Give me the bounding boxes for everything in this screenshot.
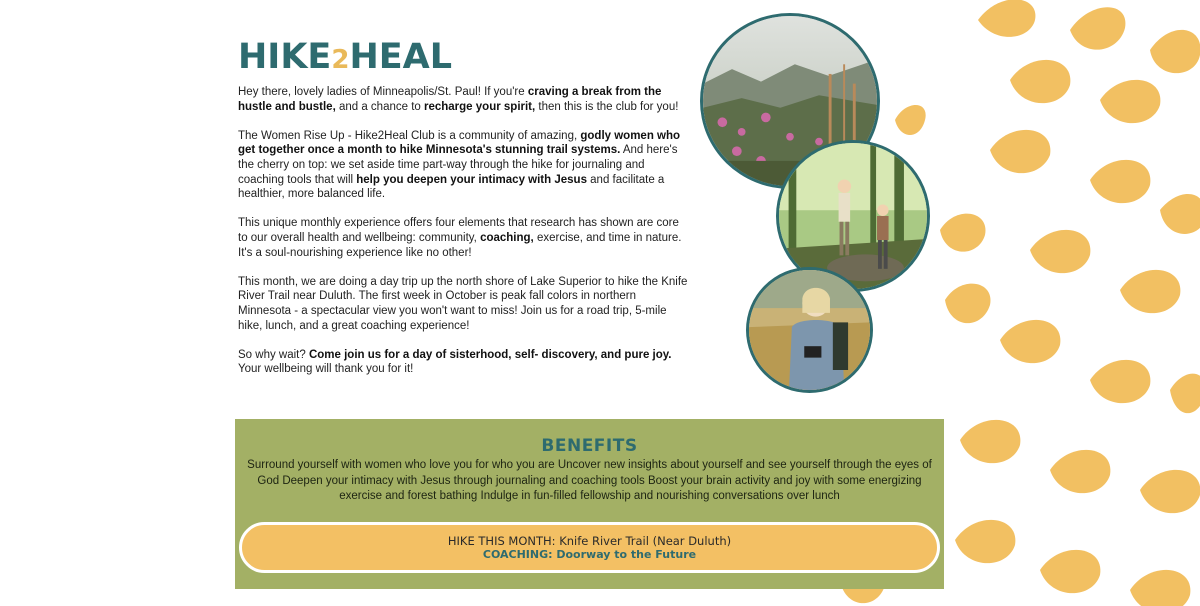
hike-this-month-label: HIKE THIS MONTH: Knife River Trail (Near Duluth) [447, 534, 732, 548]
intro-paragraph-4: This month, we are doing a day trip up the north shore of Lake Superior to hike the Knife River Trail near Duluth. The first week in October is peak fall colors in northern Minnesota - a spectacular view you won't want to miss! Join us for a road trip, 5-mile hike, lunch, and a great coaching experience! [238, 275, 688, 332]
benefits-title: BENEFITS [541, 436, 638, 456]
coaching-label: COACHING: Doorway to the Future [482, 548, 697, 561]
intro-paragraph-1: Hey there, lovely ladies of Minneapolis/St. Paul! If you're craving a break from the hustle and bustle, and a chance to recharge your spirit, then this is the club for you! [238, 86, 679, 113]
hike-this-month-banner [239, 522, 940, 573]
intro-paragraph-3: This unique monthly experience offers four elements that research has shown are core to our overall health and wellbeing: community, coaching, exercise, and time in nature. It's a soul-nourishing experience like no other! [238, 217, 682, 259]
intro-section [238, 38, 688, 391]
woman-hiker-with-backpack-photo [746, 267, 873, 393]
benefits-section [235, 419, 944, 589]
intro-paragraph-2: The Women Rise Up - Hike2Heal Club is a community of amazing, godly women who get together once a month to hike Minnesota's stunning trail systems. And here's the cherry on top: we set aside time part-way through the hike for journaling and coaching tools that will help you deepen your intimacy with Jesus and facilitate a healthier, more balanced life. [238, 129, 681, 201]
benefits-text: Surround yourself with women who love you for who you are Uncover new insights about yourself and see yourself through the eyes of God Deepen your intimacy with Jesus through journaling and coaching tools Boost your brain activity and joy with some energizing exercise and forest bathing Indulge in fun-filled fellowship and nourishing conversations over lunch [247, 459, 932, 502]
intro-paragraph-5: So why wait? Come join us for a day of sisterhood, self- discovery, and pure joy. Your wellbeing will thank you for it! [238, 348, 672, 376]
hike2heal-logo: HIKE2HEAL [238, 37, 453, 77]
